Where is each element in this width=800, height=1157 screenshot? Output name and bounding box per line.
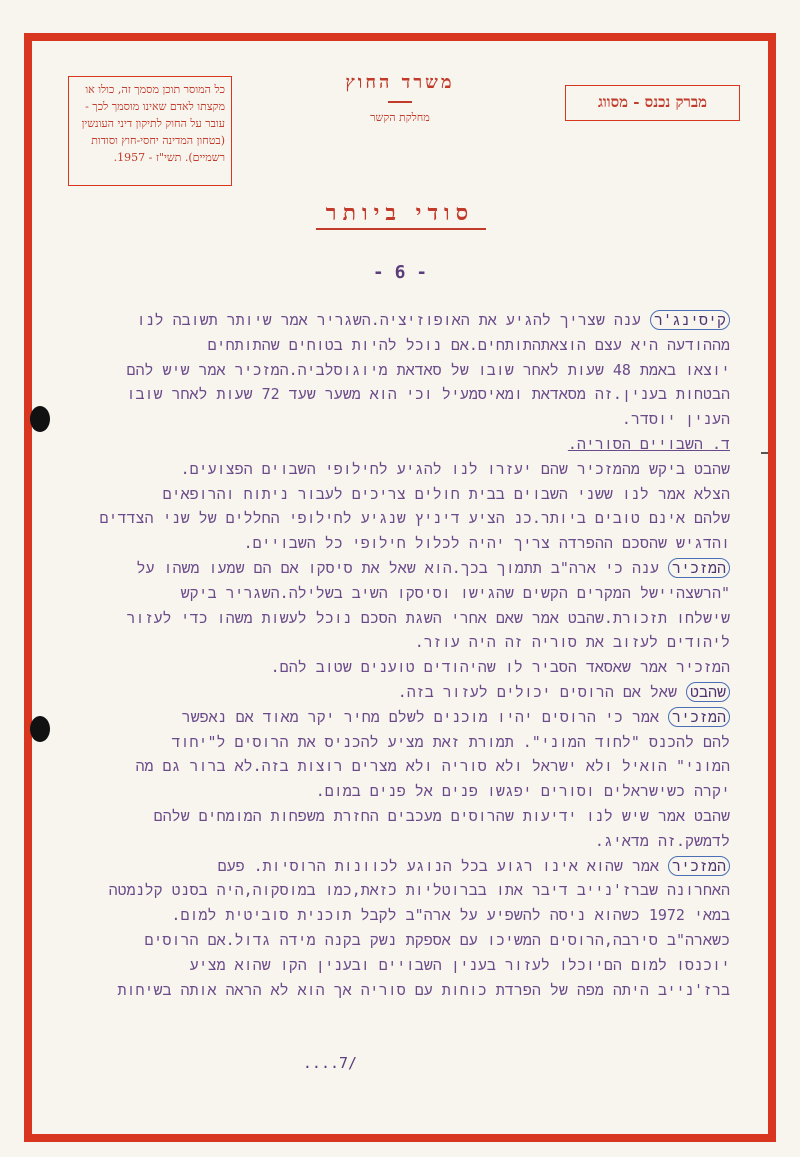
- red-border-bottom: [24, 1134, 776, 1142]
- body-line: כשארה"ב סירבה,הרוסים המשיכו עם אספקת נשק בקנה מידה גדול.אם הרוסים: [144, 930, 730, 949]
- body-line: הבטחות בענין.זה מסאדאת ומאיסמעיל וכי הוא משער שעד 72 שעות לאחר שובו: [126, 385, 730, 404]
- line-text: אמר כי הרוסים יהיו מוכנים לשלם מחיר יקר מאוד אם נאפשר: [181, 707, 668, 726]
- body-line: שהבט אמר שיש לנו ידיעות שהרוסים מעכבים החזרת משפחות המומחים שלהם: [153, 806, 730, 825]
- margin-mark: [761, 452, 768, 454]
- classification-label: סודי ביותר: [325, 200, 475, 226]
- body-line: מההודעה היא עצם הוצאתהתותחים.אם נוכל להיות בטוחים שהתותחים: [207, 335, 730, 354]
- section-heading: ד. השבויים הסוריה.: [567, 434, 730, 453]
- circled-speaker: המזכיר: [668, 856, 730, 876]
- circled-speaker: המזכיר: [668, 707, 730, 727]
- body-line: לדמשק.זה מדאיג.: [594, 831, 730, 850]
- circled-speaker: שהבט: [686, 682, 730, 702]
- continuation-marker: ....7/: [302, 1054, 358, 1072]
- body-line: יקרה כשישראלים וסורים יפגשו פנים אל פנים במום.: [315, 782, 730, 801]
- body-line: [44, 705, 730, 730]
- ministry-title: משרד החוץ: [345, 72, 455, 93]
- body-line: ברז'נייב היתה מפה של הפרדת כוחות עם סוריה אך הוא לא הראה אותה בשיחות: [117, 980, 730, 999]
- page-number: - 6 -: [372, 262, 428, 283]
- red-border-top: [24, 33, 776, 41]
- body-line: והדגיש שהסכם ההפרדה צריך יהיה לכלול חילופי כל השבויים.: [243, 534, 730, 553]
- body-line: שהבט ביקש מהמזכיר שהם יעזרו לנו להגיע לחילופי השבוים הפצועים.: [180, 459, 730, 478]
- red-border-left: [24, 33, 32, 1142]
- body-line: ליהודים לעזוב את סוריה זה היה עוזר.: [414, 633, 730, 652]
- body-line: המוני" הואיל ולא ישראל ולא סוריה ולא מצרים רוצות בזה.לא ברור גם מה: [135, 757, 730, 776]
- body-line: [44, 556, 730, 581]
- body-line: "הרשצהיישל המקרים הקשים שהגישו וסיסקו השיב בשלילה.השגריר ביקש: [180, 583, 730, 602]
- body-line: הענין יוסדר.: [621, 410, 730, 429]
- classification-underline: [316, 228, 486, 230]
- document-body: [44, 308, 730, 1002]
- line-text: שאל אם הרוסים יכולים לעזור בזה.: [397, 682, 686, 701]
- body-line: במאי 1972 כשהוא ניסה להשפיע על ארה"ב לקבל תוכנית סוביטית למום.: [171, 906, 730, 925]
- line-text: ענה שצריך להגיע את האופוזיציה.השגריר אמר שיותר תשובה לנו: [136, 311, 650, 329]
- body-line: שישלחו תזכורת.שהבט אמר שאם אחרי השגת הסכם נוכל לעשות משהו כדי לעזור: [126, 608, 730, 627]
- department-title: מחלקת הקשר: [370, 110, 430, 124]
- body-line: הצלא אמר לנו ששני השבוים בבית חולים צריכים לעבור ניתוח והרופאים: [162, 484, 730, 503]
- ministry-header: [320, 72, 480, 124]
- circled-speaker: המזכיר: [668, 558, 730, 578]
- body-line: [44, 854, 730, 879]
- body-line: [44, 432, 730, 457]
- body-line: המזכיר אמר שאסאד הסביר לו שהיהודים טוענים שטוב להם.: [270, 658, 730, 677]
- body-line: להם להכנס "לחוד המוני". תמורת זאת מציע להכניס את הרוסים ל"יחוד: [171, 732, 730, 751]
- body-line: [44, 680, 730, 705]
- body-line: יוכנסו למום הםיוכלו לעזור בענין השבויים ובענין הקו שהוא מציע: [189, 955, 730, 974]
- circled-speaker: קיסינג'ר: [650, 310, 730, 330]
- body-line: יוצאו באמת 48 שעות לאחר שובו של סאדאת מיוגוסלביה.המזכיר אמר שיש להם: [126, 360, 730, 379]
- body-line: האחרונה שברז'נייב דיבר אתו בברוטליות כזאת,כמו במוסקוה,היה בסנט קלנמטה: [108, 881, 730, 900]
- legal-notice-box: [68, 76, 232, 186]
- body-line: שלהם אינם טובים ביותר.כנ הציע דיניץ שנגיע לחילופי החללים של שני הצדדים: [99, 509, 730, 528]
- legal-notice-text: כל המוסר תוכן מסמך זה, כולו או מקצתו לאדם שאינו מוסמך לכך - עובר על החוק לתיקון דיני העונשין (בטחון המדינה יחסי-חוץ וסודות רשמיים). תשי"ז - 1957.: [81, 83, 225, 164]
- telegram-type-box: מברק נכנס - מסווג: [565, 85, 740, 121]
- body-line: [44, 308, 730, 333]
- ministry-divider: [388, 101, 412, 103]
- line-text: ענה כי ארה"ב תתמוך בכך.הוא שאל את סיסקו אם הם שמעו משהו על: [136, 558, 668, 577]
- red-border-right: [768, 33, 776, 1142]
- line-text: אמר שהוא אינו רגוע בכל הנוגע לכוונות הרוסיות. פעם: [217, 856, 668, 875]
